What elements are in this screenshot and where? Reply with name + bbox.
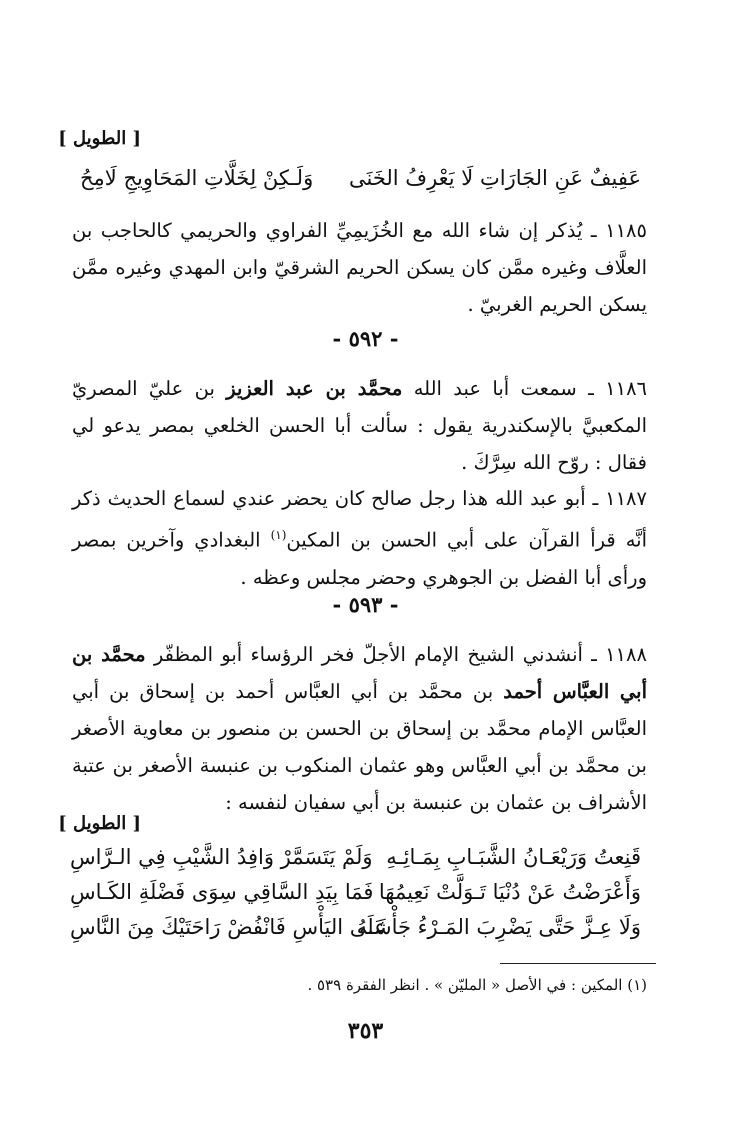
footnote-separator bbox=[500, 963, 656, 964]
footnote-marker: (١) bbox=[270, 528, 287, 542]
verse-hemistich-left: وَلَـكِنْ لِخَلَّاتِ المَحَاوِيجِ لَامِحُ bbox=[80, 166, 314, 190]
verse-3-right: وَلَا عِـزَّ حَتَّى يَضْرِبَ المَـرْءُ جَأْشَـهُ bbox=[356, 915, 641, 939]
person-name: محمَّد بن أبي العبَّاس أحمد bbox=[72, 643, 647, 703]
page-number: ٣٥٣ bbox=[347, 1018, 384, 1044]
paragraph-text: بن محمَّد بن أبي العبَّاس أحمد بن إسحاق بن أبي العبَّاس الإمام محمَّد بن إسحاق بن الحسن بن منصور بن معاوية الأصغر بن محمَّد بن أبي العبَّاس وهو عثمان المنكوب بن عنبسة الأصغر بن عتبة الأشراف بن عثمان بن عنبسة بن أبي سفيان لنفسه : bbox=[72, 680, 647, 814]
paragraph-text: البغدادي وآخرين بمصر ورأى أبا الفضل بن الجوهري وحضر مجلس وعظه . bbox=[72, 528, 647, 589]
verse-3-left: عَلَى اليَأْسِ فَانْفُضْ رَاحَتَيْكَ مِنَ النَّاسِ bbox=[70, 915, 387, 939]
paragraph-number: ١١٨٧ ـ bbox=[592, 487, 648, 510]
verse-hemistich-right: عَفِيفٌ عَنِ الجَارَاتِ لَا يَعْرِفُ الخَنَى bbox=[349, 166, 641, 190]
verse-1-right: قَنِعتُ وَرَيْعَـانُ الشَّبَـابِ بِمَـائِـهِ bbox=[386, 845, 641, 869]
paragraph-text: أنشدني الشيخ الإمام الأجلّ فخر الرؤساء أبو المظفّر bbox=[153, 643, 583, 666]
paragraph-text: أبو عبد الله هذا رجل صالح كان يحضر عندي لسماع الحديث ذكر أنَّه قرأ القرآن على أبي الحسن بن المكين bbox=[72, 487, 648, 552]
paragraph-text: يُذكر إن شاء الله مع الخُزَيمِيِّ الفراوي والحريمي كالحاجب بن العلَّاف وغيره ممَّن كان يسكن الحريم الشرقيّ وابن المهدي وغيره ممَّن يسكن الحريم الغربيّ . bbox=[72, 219, 647, 316]
section-heading-592: - ٥٩٢ - bbox=[332, 326, 399, 351]
person-name: محمَّد بن عبد العزيز bbox=[226, 377, 403, 400]
meter-label-bottom: [ الطويل ] bbox=[58, 813, 141, 834]
verse-1-left: وَلَمْ يَتَسَمَّرْ وَافِدُ الشَّيْبِ فِي الـرَّاسِ bbox=[70, 845, 373, 869]
footnote: (١) المكين : في الأصل « المليّن » . انظر الفقرة ٥٣٩ . bbox=[307, 976, 647, 994]
paragraph-number: ١١٨٦ ـ bbox=[588, 377, 648, 400]
paragraph-1188 bbox=[72, 636, 647, 821]
section-heading-593: - ٥٩٣ - bbox=[332, 592, 399, 617]
paragraph-number: ١١٨٨ ـ bbox=[591, 643, 647, 666]
paragraph-text: بن عليّ المصريّ المكعبيَّ بالإسكندرية يقول : سألت أبا الحسن الخلعي بمصر يدعو لي فقال : روّح الله سِرَّكَ . bbox=[72, 377, 647, 474]
verse-2-right: وَأَعْرَضْتُ عَنْ دُنْيَا تَـوَلَّتْ نَعِيمُهَا bbox=[378, 880, 641, 904]
paragraph-1187 bbox=[72, 480, 647, 596]
meter-label-top: [ الطويل ] bbox=[58, 128, 141, 149]
paragraph-1185 bbox=[72, 212, 647, 323]
paragraph-text: سمعت أبا عبد الله bbox=[413, 377, 577, 400]
paragraph-number: ١١٨٥ ـ bbox=[590, 219, 647, 242]
paragraph-1186 bbox=[72, 370, 647, 481]
verse-2-left: فَمَا بِيَدِ السَّاقِي سِوَى فَضْلَةِ الكَـاسِ bbox=[70, 880, 374, 904]
